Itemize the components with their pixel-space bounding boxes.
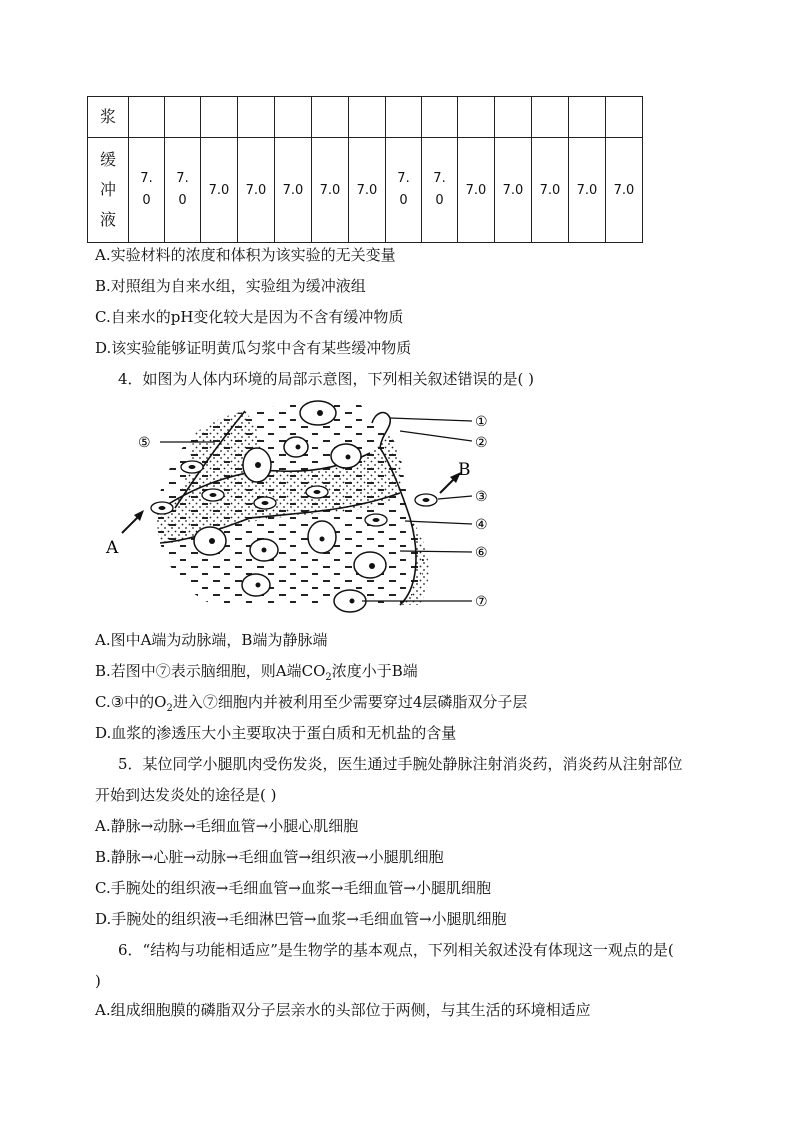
table-cell: 7.0 [532,138,569,243]
label-5: ⑤ [138,435,151,451]
table-cell [569,97,606,138]
table-cell: 7.0 [422,138,458,243]
table-cell: 7.0 [129,138,165,243]
q3-option-b: B.对照组为自来水组，实验组为缓冲液组 [95,277,366,295]
table-cell: 7.0 [458,138,495,243]
q3-option-c: C.自来水的pH变化较大是因为不含有缓冲物质 [95,308,404,326]
table-cell: 7.0 [606,138,643,243]
q4-option-c: C.③中的$O_2$进入⑦细胞内并被利用至少需要穿过4层磷脂双分子层 [95,693,528,714]
table-cell: 7.0 [312,138,349,243]
arrow-b-label: B [458,460,471,480]
label-1: ① [475,414,488,430]
q4-option-b: B.若图中⑦表示脑细胞，则A端$CO_2$浓度小于B端 [95,662,418,683]
label-6: ⑥ [475,545,488,561]
q3-option-d: D.该实验能够证明黄瓜匀浆中含有某些缓冲物质 [95,339,412,357]
table-cell [386,97,422,138]
table-cell [238,97,275,138]
q5-option-a: A.静脉→动脉→毛细血管→小腿心肌细胞 [95,817,359,835]
table-cell [275,97,312,138]
label-3: ③ [475,489,488,505]
table-cell: 7.0 [238,138,275,243]
table-row [88,97,643,138]
label-2: ② [475,435,488,451]
table-cell [201,97,238,138]
arrow-a [122,510,144,533]
internal-environment-diagram [100,393,520,618]
label-4: ④ [475,517,488,533]
table-row [88,138,643,243]
table-cell [532,97,569,138]
table-cell [422,97,458,138]
table-cell [458,97,495,138]
table-cell [165,97,201,138]
q6-stem-line1: 6．“结构与功能相适应”是生物学的基本观点，下列相关叙述没有体现这一观点的是( [118,941,674,959]
table-cell [312,97,349,138]
q3-option-a: A.实验材料的浓度和体积为该实验的无关变量 [95,246,396,264]
q5-stem-line2: 开始到达发炎处的途径是( ) [95,786,277,804]
q5-stem-line1: 5．某位同学小腿肌肉受伤发炎，医生通过手腕处静脉注射消炎药，消炎药从注射部位 [118,755,683,773]
arrow-a-label: A [106,538,119,558]
table-cell: 7.0 [275,138,312,243]
table-cell [129,97,165,138]
q6-stem-line2: ) [95,972,101,990]
q5-option-d: D.手腕处的组织液→毛细淋巴管→血浆→毛细血管→小腿肌细胞 [95,910,507,928]
table-cell: 7.0 [495,138,532,243]
table-cell: 7.0 [386,138,422,243]
table-cell: 7.0 [569,138,606,243]
table-cell: 7.0 [349,138,386,243]
row-label-cell: 缓冲液 [88,138,129,243]
table-cell [495,97,532,138]
buffer-data-table [87,96,643,243]
q5-option-b: B.静脉→心脏→动脉→毛细血管→组织液→小腿肌细胞 [95,848,444,866]
q4-stem: 4．如图为人体内环境的局部示意图，下列相关叙述错误的是( ) [118,370,535,388]
label-7: ⑦ [475,594,488,610]
q6-option-a: A.组成细胞膜的磷脂双分子层亲水的头部位于两侧，与其生活的环境相适应 [95,1001,591,1019]
table-cell [606,97,643,138]
q4-option-d: D.血浆的渗透压大小主要取决于蛋白质和无机盐的含量 [95,724,457,742]
table-cell: 7.0 [165,138,201,243]
table-cell [349,97,386,138]
row-label-cell: 浆 [88,97,129,138]
q4-option-a: A.图中A端为动脉端，B端为静脉端 [95,631,328,649]
q5-option-c: C.手腕处的组织液→毛细血管→血浆→毛细血管→小腿肌细胞 [95,879,491,897]
table-cell: 7.0 [201,138,238,243]
